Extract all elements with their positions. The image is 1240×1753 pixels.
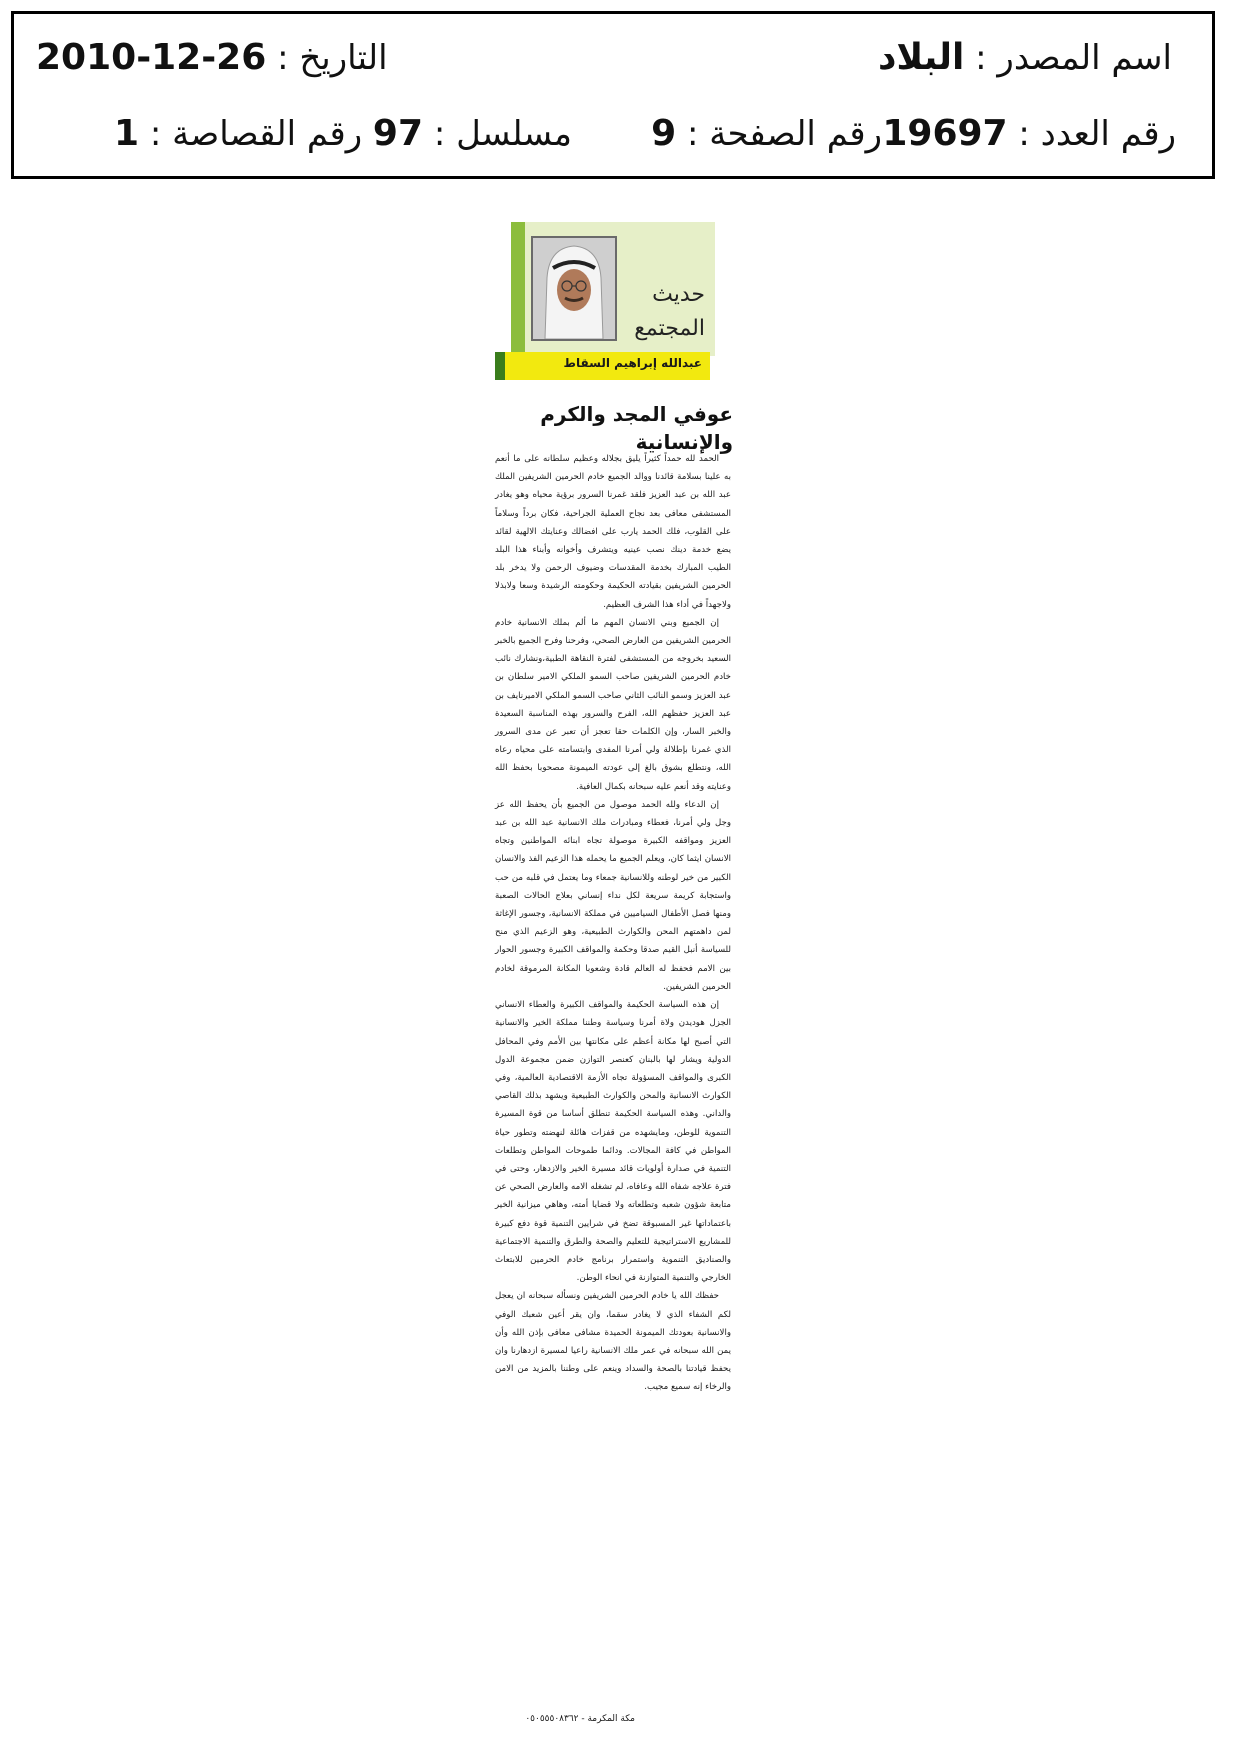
source-label: اسم المصدر :	[975, 38, 1172, 78]
column-name-line1: حديث	[652, 282, 705, 307]
body-paragraph: إن الدعاء ولله الحمد موصول من الجميع بأن يحفظ الله عز وجل ولي أمرنا، فعطاء ومبادرات ملك الانسانية عبد الله بن عبد العزيز ومواقفه الكبيرة موصولة تجاه ابنائه المواطنين وتجاه الانسان ايثما كان، ويعلم الجميع ما يحمله هذا الزعيم الفذ والانسان الكبير من خير لوطنه وللانسانية جمعاء وما يعتمل في قلبه من حب واستجابة كريمة سريعة لكل نداء إنساني بعلاج الحالات الصعبة ومنها فصل الأطفال السياميين في مملكة الانسانية، وجسور الإغاثة لمن داهمتهم المحن والكوارث الطبيعية، وهو الزعيم الذي منح للسياسة أنبل القيم صدقا وحكمة والمواقف الكبيرة وجسور الحوار بين الامم فحفظ له العالم قادة وشعوبا المكانة المرموقة لخادم الحرمين الشريفين.	[495, 799, 731, 992]
serial-label: مسلسل :	[433, 114, 572, 154]
clip-value: 1	[114, 113, 140, 154]
page-label: رقم الصفحة :	[686, 114, 882, 154]
body-paragraph: حفظك الله يا خادم الحرمين الشريفين ونسأله سبحانه ان يعجل لكم الشفاء الذي لا يغادر سقما، وان يقر أعين شعبك الوفي والانسانية بعودتك الميمونة الحميدة مشافى معافى بإذن الله وأن يمن الله سبحانه في عمر ملك الانسانية راعيا لمسيرة ازدهارنا وان يحفظ قيادتنا بالصحة والسداد وينعم على وطننا بالمزيد من الامن والرخاء إنه سميع مجيب.	[495, 1291, 731, 1393]
body-paragraph: الحمد لله حمداً كثيراً يليق بجلاله وعظيم سلطانه على ما أنعم به علينا بسلامة قائدنا ووالد الجميع خادم الحرمين الشريفين الملك عبد الله بن عبد العزيز فلقد غمرنا السرور برؤية محياه وهو يغادر المستشفى معافى بعد نجاح العملية الجراحية، فكان برداً وسلاماً على القلوب، فلك الحمد يارب على افضالك وعنايتك الالهية لقائد يضع خدمة دينك نصب عينيه ويتشرف وأخوانه وأبناء هذا البلد الطيب المبارك بخدمة المقدسات وضيوف الرحمن ولا يدخر بلد الحرمين الشريفين بقيادته الحكيمة وحكومته الرشيدة وسعا ولابذلا ولاجهداً في أداء هذا الشرف العظيم.	[495, 454, 731, 610]
serial-value: 97	[372, 113, 424, 154]
issue-field	[882, 112, 1176, 156]
article-headline: عوفي المجد والكرم والإنسانية	[540, 402, 733, 454]
date-field	[36, 36, 388, 80]
meta-row-source-date	[14, 36, 1212, 96]
issue-value: 19697	[882, 113, 1008, 154]
column-name	[595, 278, 705, 346]
author-signoff: مكة المكرمة - ٠٥٠٥٥٥٠٨٣٦٢	[525, 1714, 635, 1724]
page-value: 9	[651, 113, 677, 154]
clip-label: رقم القصاصة :	[149, 114, 363, 154]
body-paragraph: إن هذه السياسة الحكيمة والمواقف الكبيرة والعطاء الانساني الجزل هوديدن ولاة أمرنا وسياسة وطننا مملكة الخير والانسانية التي أصبح لها مكانة أعظم على مكانتها بين الأمم وفي المحافل الدولية ويشار لها بالبنان كعنصر التوازن ضمن مجموعة الدول الكبرى والمواقف المسؤولة تجاه الأزمة الاقتصادية العالمية، وفي الكوارث الانسانية والمحن والكوارث الطبيعية ويشهد بذلك القاصي والداني. وهذه السياسة الحكيمة تنطلق أساسا من قوة المسيرة التنموية للوطن، ومايشهده من قفزات هائلة لنهضته وتطور حياة المواطن في كافة المجالات. ودائما طموحات المواطن وتطلعات التنمية في صدارة أولويات قائد مسيرة الخير والازدهار، وحتى في فترة علاجه شفاه الله وعافاه، لم تشغله الامه والعارض الصحي عن متابعة شؤون شعبه وتطلعاته ولا قضايا أمته، وهاهي ميزانية الخير باعتماداتها غير المسبوقة تضخ في شرايين التنمية قوة دفع كبيرة للمشاريع الاستراتيجية للتعليم والصحة والطرق والتنمية الاجتماعية والصناديق التنموية واستمرار برنامج خادم الحرمين للابتعاث الخارجي والتنمية المتوازنة في انحاء الوطن.	[495, 1000, 731, 1284]
body-paragraph: إن الجميع وبني الانسان المهم ما ألم بملك الانسانية خادم الحرمين الشريفين من العارض الصحي، وفرحنا وفرح الجميع بالخبر السعيد بخروجه من المستشفى لفترة النقاهة الطبية،ونشارك نائب خادم الحرمين الشريفين صاحب السمو الملكي الامير سلطان بن عبد العزيز وسمو النائب الثاني صاحب السمو الملكي الاميرنايف بن عبد العزيز حفظهم الله، الفرح والسرور بهذه المناسبة السعيدة والخبر السار، وإن الكلمات حقا تعجز أن تعبر عن مدى السرور الذي غمرنا بإطلالة ولي أمرنا المفدى وابتسامته على محياه رعاه الله، ونتطلع بشوق بالغ إلى عودته الميمونة مصحوبا بحفظ الله وعنايته وقد أنعم عليه سبحانه بكمال العافية.	[495, 617, 731, 792]
column-name-line2: المجتمع	[634, 316, 705, 341]
article-clipping	[495, 222, 740, 1732]
page-field	[651, 112, 882, 156]
article-body	[495, 450, 731, 1397]
serial-field	[373, 112, 572, 156]
column-masthead	[495, 222, 710, 392]
source-field	[878, 36, 1172, 80]
date-value: 2010-12-26	[36, 37, 267, 78]
clip-field	[114, 112, 362, 156]
source-value: البلاد	[877, 37, 965, 78]
clipping-info-box	[11, 11, 1215, 179]
author-strip	[495, 352, 710, 380]
issue-label: رقم العدد :	[1018, 114, 1176, 154]
author-name: عبدالله إبراهيم السقاط	[563, 356, 702, 370]
meta-row-numbers	[14, 112, 1212, 172]
date-label: التاريخ :	[277, 38, 388, 78]
